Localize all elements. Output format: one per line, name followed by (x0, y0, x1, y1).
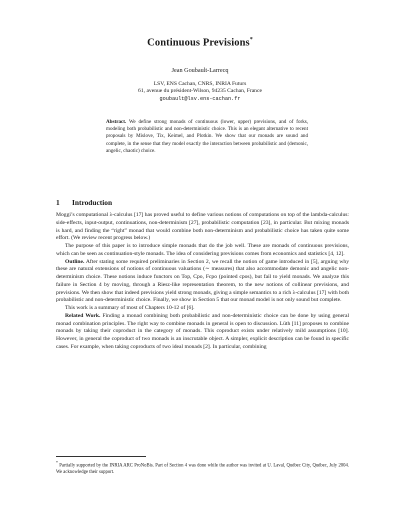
section-title: Introduction (72, 198, 113, 207)
intro-paragraph-1: Moggi’s computational λ-calculus [17] has proved useful to define various notions of computations on top of the lambda-calculus: side-effects, input-output, continuations, non-determinism [27], probabilistic computation [23], in particular. But mixing monads is hard, and finding the “right” monad that would combine both non-determinism and probabilistic choice has taken quite some effort. (We review recent progress below.) (56, 212, 349, 242)
related-work-label: Related Work. (65, 312, 101, 319)
section-heading (56, 198, 112, 207)
title-text: Continuous Previsions (147, 37, 250, 49)
affiliation-block (0, 81, 400, 103)
footnote-mark: * (56, 461, 58, 465)
author-email: goubault@lsv.ens-cachan.fr (159, 95, 241, 102)
related-work-text: Finding a monad combining both probabilistic and non-deterministic choice can be done by using general monad combination principles. The right way to combine monads in general is open to discussion. Lüth [11] proposes to combine monads by taking their coproduct in the category of monads. This coproduct exists under relatively mild assumptions [10]. However, in general the coproduct of two monads is an inscrutable object. A simpler, explicit description can be found in specific cases. For example, when taking coproducts of two ideal monads [2]. In particular, combining (56, 312, 349, 350)
paper-title (0, 37, 400, 49)
intro-paragraph-summary: This work is a summary of most of Chapters 10-12 of [6]. (65, 305, 195, 311)
outline-label: Outline. (65, 258, 85, 265)
section-number: 1 (56, 198, 60, 207)
title-footnote-mark: * (249, 37, 253, 43)
abstract (106, 119, 308, 155)
outline-text: After stating some required preliminaries in Section 2, we recall the notion of game introduced in [5], arguing why these are natural extensions of notions of continuous valuations (∼ measures) that also accommodate demonic and angelic non-determinism choice. These notions induce functors on Top, Cpo, Fcpo (pointed cpos), but fail to yield monads. We analyze this failure in Section 4 by moving, through a Riesz-like representation theorem, to the new notions of collinear previsions, and previsions. We then show that indeed previsions yield strong monads, giving a simple semantics to a rich λ-calculus [17] with both probabilistic and non-deterministic choice. Finally, we show in Section 5 that our monad model is not only sound but complete. (56, 258, 349, 304)
abstract-label: Abstract. (106, 119, 127, 125)
intro-paragraph-related (56, 313, 349, 352)
introduction-body (56, 212, 349, 352)
author-name: Jean Goubault-Larrecq (171, 67, 229, 74)
footnote-text: Partially supported by the INRIA ARC ProNoBis. Part of Section 4 was done while the author was invited at U. Laval, Québec City, Québec, July 2004. We acknowledge their support. (56, 463, 349, 475)
affiliation-lab: LSV, ENS Cachan, CNRS, INRIA Futurs (153, 81, 247, 87)
intro-paragraph-2: The purpose of this paper is to introduce simple monads that do the job well. These are monads of continuous previsions, which can be seen as continuation-style monads. The idea of considering previsions comes from economics and statistics [4, 12]. (56, 243, 349, 257)
intro-paragraph-outline (56, 259, 349, 306)
affiliation-address: 61, avenue du président-Wilson, 94235 Cachan, France (138, 88, 262, 95)
footnote (56, 460, 349, 476)
footnote-rule (56, 456, 146, 457)
abstract-text: We define strong monads of continuous (lower, upper) previsions, and of forks, modeling both probabilistic and non-deterministic choice. This is an elegant alternative to recent proposals by Mislove, Tix, Keimel, and Plotkin. We show that our monads are sound and complete, in the sense that they model exactly the interaction between probabilistic and (demonic, angelic, chaotic) choice. (106, 119, 308, 154)
